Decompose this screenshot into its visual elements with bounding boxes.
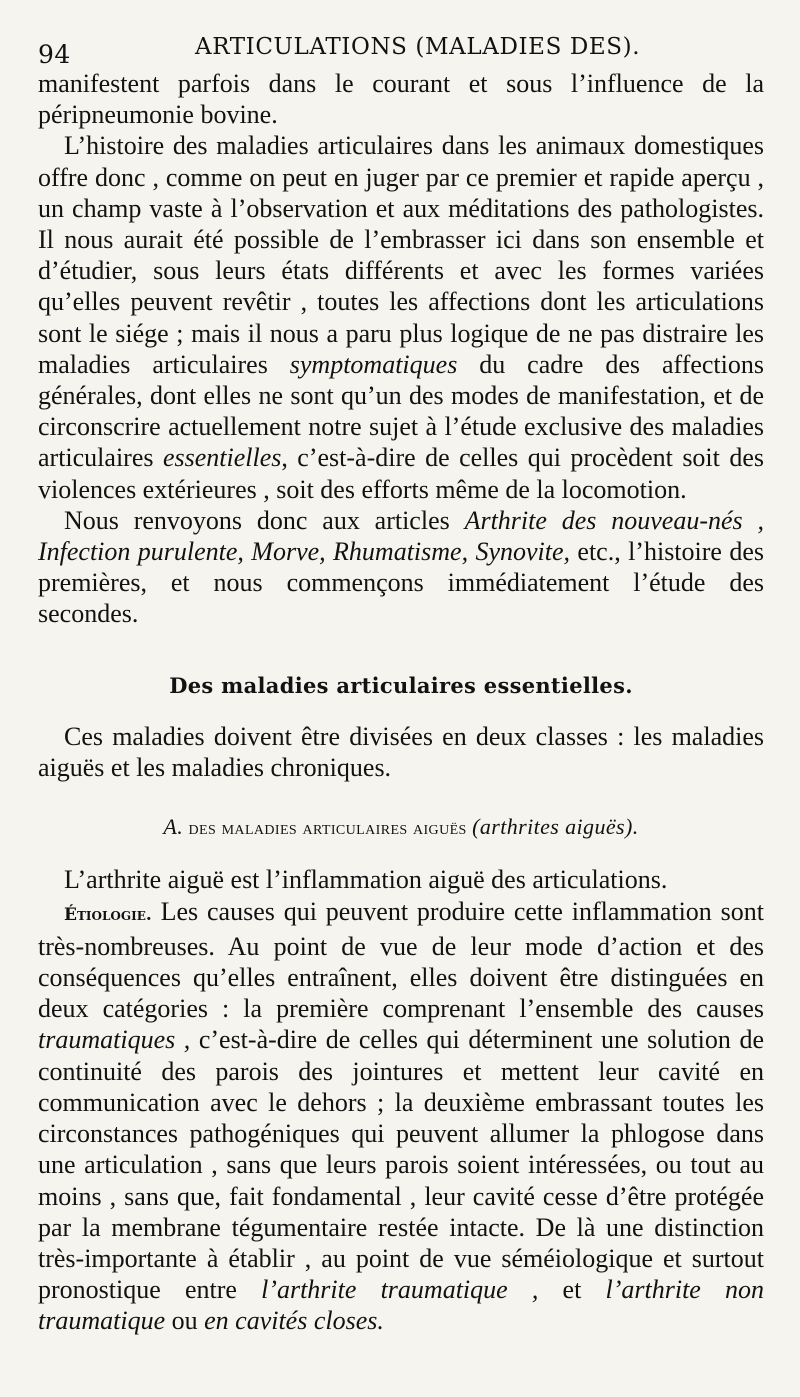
italic-term: traumatiques ,	[38, 1025, 191, 1055]
paragraph-text: etc., l’histoire des premières, et nous commençons immédiatement l’étude des secondes.	[38, 537, 764, 629]
running-head	[38, 34, 764, 68]
paragraph-history	[38, 130, 764, 504]
paragraph-etiology	[38, 896, 764, 1337]
subheading-italic: (arthrites aiguës).	[472, 814, 639, 840]
paragraph-text: Les causes qui peuvent produire cette inflammation sont très-nombreuses. Au point de vue de leur mode d’action et des conséquences qu’elles entraînent, elles doivent être distinguées en deux catégories : la première comprenant l’ensemble des causes	[38, 896, 764, 1024]
italic-term: l’arthrite non traumatique	[38, 1275, 765, 1336]
italic-term: essentielles	[162, 443, 282, 473]
page-number: 94	[38, 40, 71, 69]
section-heading: Des maladies articulaires essentielles.	[169, 672, 633, 698]
italic-term: symptomatiques	[289, 349, 458, 379]
paragraph-text: manifestent parfois dans le courant et sous l’influence de la péripneumonie bovine.	[38, 69, 764, 130]
paragraph-text: L’arthrite aiguë est l’inflammation aiguë des articulations.	[64, 865, 668, 895]
paragraph-text: Ces maladies doivent être divisées en deux classes : les maladies aiguës et les maladies chroniques.	[38, 721, 764, 783]
paragraph-references	[38, 505, 764, 630]
paragraph-classes	[38, 721, 764, 783]
subheading-title: des maladies articulaires aiguës	[188, 817, 467, 840]
paragraph-text: du cadre des affections générales, dont elles ne sont qu’un des modes de manifestation, et de circonscrire actuellement notre sujet à l’étude exclusive des maladies articulaires	[38, 349, 764, 473]
italic-article-list: Arthrite des nouveau-nés , Infection purulente, Morve, Rhumatisme, Synovite,	[38, 505, 764, 567]
paragraph-text: , c’est-à-dire de celles qui procèdent soit des violences extérieures , soit des efforts même de la locomotion.	[38, 443, 764, 504]
paragraph-text: c’est-à-dire de celles qui déterminent une solution de continuité des parois des jointures et mettent leur cavité en communication avec le dehors ; la deuxième embrassant toutes les circonstances pathogéniques qui peuvent allumer la phlogose dans une articulation , sans que leurs parois soient intéressées, ou tout au moins , sans que, fait fondamental , leur cavité cesse d’être protégée par la membrane tégumentaire restée intacte. De là une distinction très-importante à établir , au point de vue séméiologique et surtout pronostique entre	[38, 1025, 764, 1305]
paragraph-text: Nous renvoyons donc aux articles	[64, 505, 465, 535]
running-title: ARTICULATIONS (MALADIES DES).	[195, 34, 641, 60]
italic-term: l’arthrite traumatique ,	[261, 1275, 539, 1305]
body-text	[38, 68, 764, 1337]
subheading-letter: A.	[163, 814, 184, 840]
italic-term: en cavités closes.	[204, 1306, 384, 1336]
paragraph-continuation	[38, 68, 764, 130]
paragraph-text: ou	[165, 1306, 205, 1336]
paragraph-text: et	[538, 1275, 606, 1305]
paragraph-definition	[38, 864, 764, 895]
paragraph-text: L’histoire des maladies articulaires dans les animaux domestiques offre donc , comme on peut en juger par ce premier et rapide aperçu , un champ vaste à l’observation et aux méditations des pathologistes. Il nous aurait été possible de l’embrasser ici dans son ensemble et d’étudier, sous leurs états différents et avec les formes variées qu’elles peuvent revêtir , toutes les affections dont les articulations sont le siége ; mais il nous a paru plus logique de ne pas distraire les maladies articulaires	[38, 131, 764, 379]
etiologie-label: Étiologie.	[64, 904, 152, 925]
subsection-heading	[38, 811, 764, 844]
